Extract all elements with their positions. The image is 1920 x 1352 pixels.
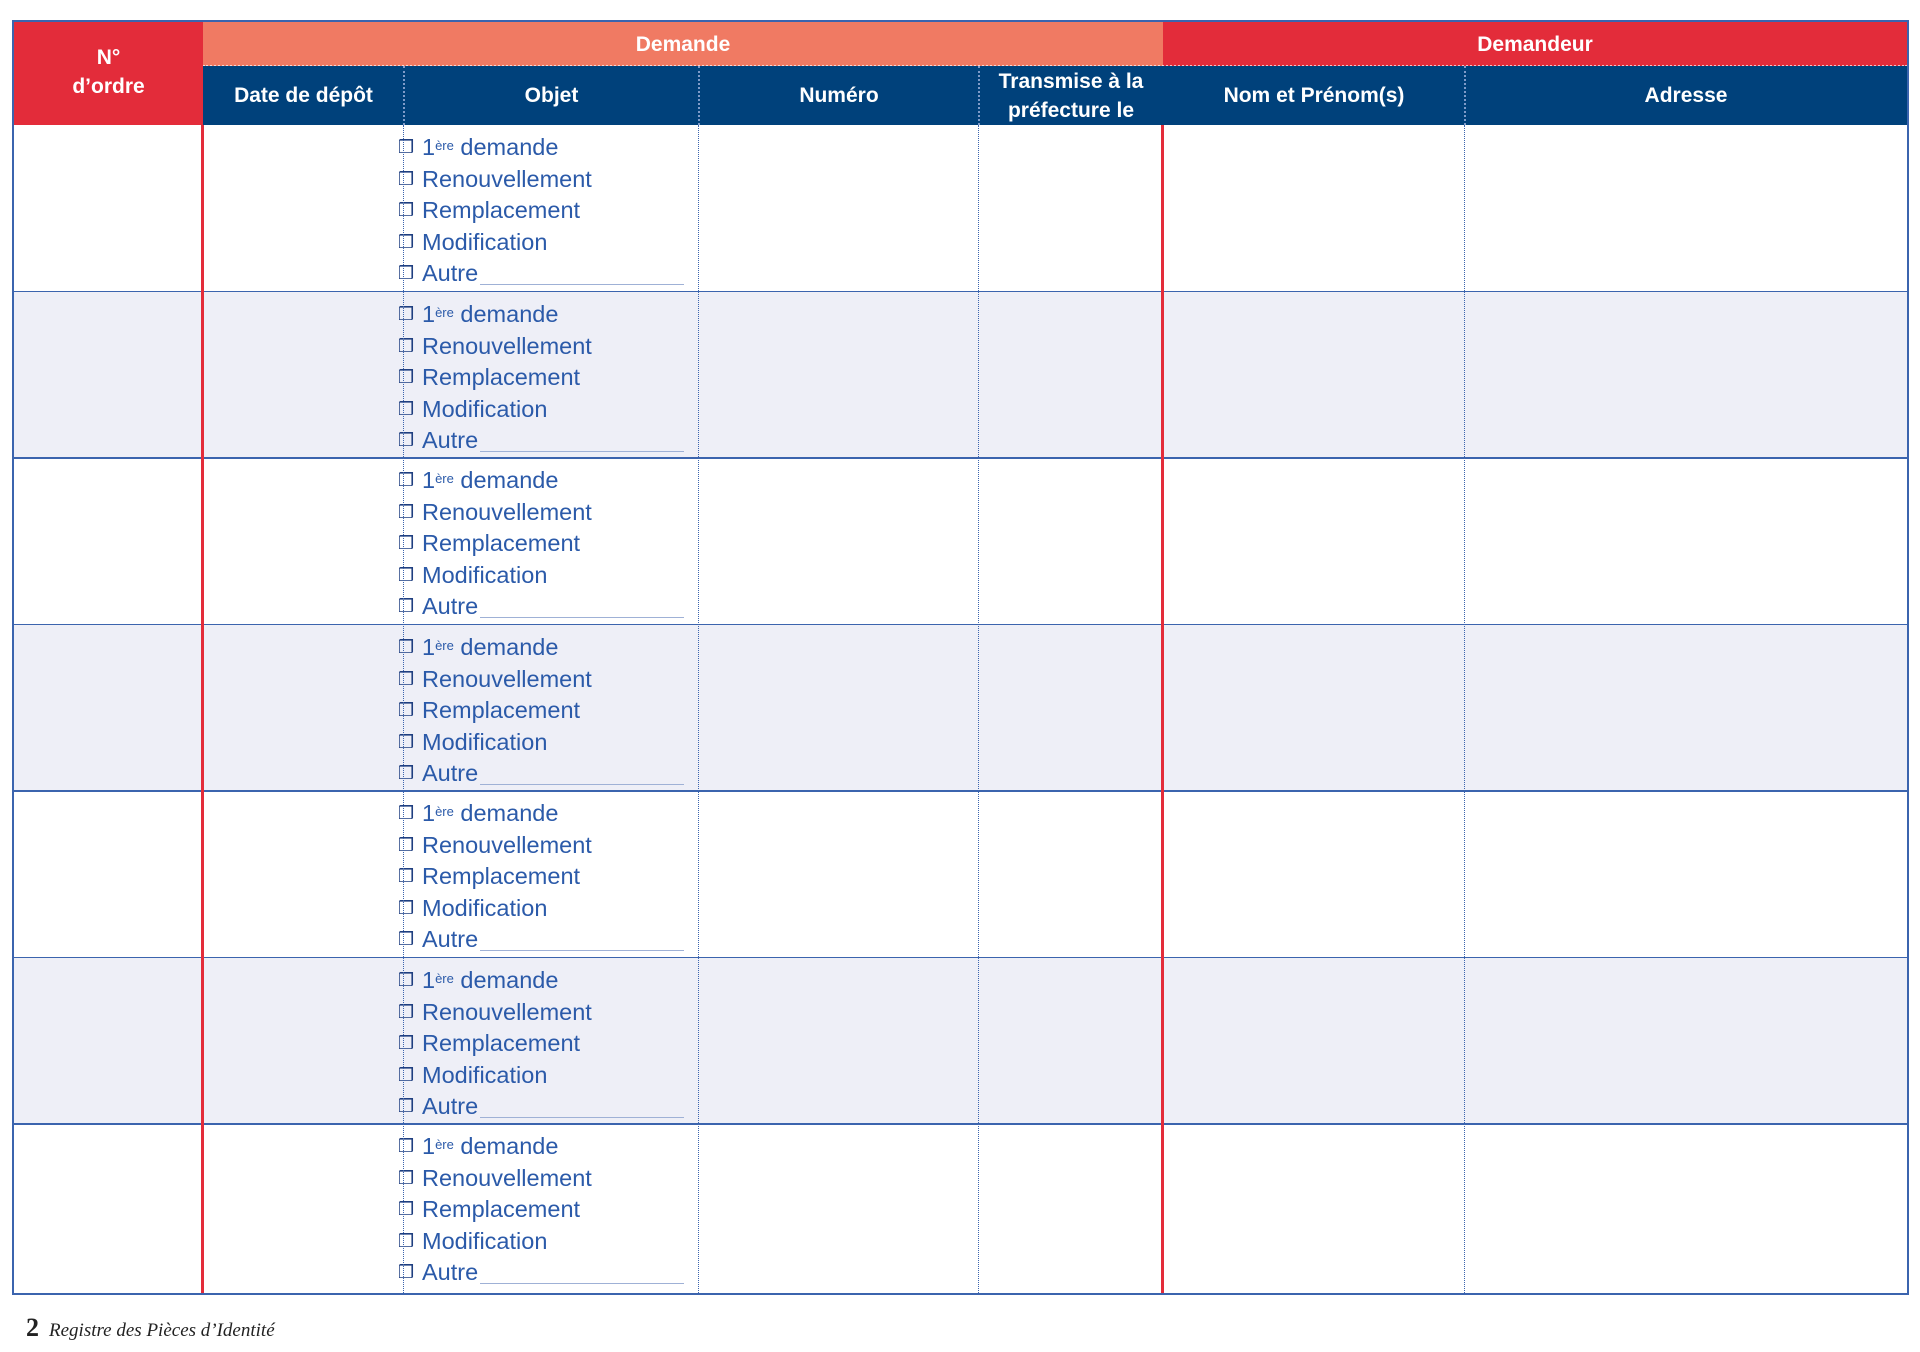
autre-write-in-line[interactable] [480,429,684,452]
column-separator [698,125,699,1293]
checkbox-icon[interactable]: ❒ [398,1167,415,1189]
option-premiere-demande[interactable]: ❒ 1 $^{ère}$ demande [398,798,688,830]
cell-ordre[interactable] [14,1124,203,1291]
header-separator [403,66,405,125]
option-renouvellement[interactable] [398,664,688,696]
checkbox-icon[interactable]: ❒ [398,367,415,388]
checkbox-icon[interactable]: ❒ [398,834,415,856]
option-label: Modification [422,1227,548,1254]
option-remplacement[interactable] [398,195,688,227]
option-label: Remplacement [422,1030,581,1056]
page-footer [26,1313,275,1343]
cell-transmise[interactable] [979,958,1163,1124]
cell-nom-prenoms[interactable] [1163,958,1465,1124]
option-modification[interactable] [398,727,688,759]
header-numero: Numéro [699,66,979,125]
option-label: Remplacement [422,697,581,723]
option-label: Autre [422,593,479,619]
cell-ordre[interactable] [14,458,203,625]
checkbox-icon[interactable]: ❒ [398,398,415,420]
cell-transmise[interactable] [979,125,1163,292]
cell-numero[interactable] [699,458,979,625]
checkbox-icon[interactable]: ❒ [398,168,415,190]
option-remplacement[interactable] [398,1028,688,1060]
header-adresse: Adresse [1465,66,1907,125]
checkbox-icon[interactable]: ❒ [398,335,415,357]
table-row [14,292,1907,458]
option-label: demande [453,1133,559,1159]
option-modification[interactable] [398,1060,688,1092]
option-autre[interactable] [398,258,688,290]
option-autre[interactable] [398,425,688,457]
option-label: Autre [422,260,479,286]
option-label: demande [453,800,559,826]
objet-options [398,965,688,1123]
checkbox-icon[interactable]: ❒ [398,304,415,325]
checkbox-icon[interactable]: ❒ [398,929,415,950]
cell-adresse[interactable] [1465,125,1907,292]
checkbox-icon[interactable]: ❒ [398,803,415,824]
header-demandeur: Demandeur [1163,22,1907,66]
header-separator [1464,66,1466,125]
option-premiere-demande[interactable]: ❒ 1 $^{ère}$ demande [398,632,688,664]
option-label: Remplacement [422,863,581,889]
option-label: 1 [422,800,436,826]
option-modification[interactable] [398,1226,688,1258]
option-label: 1 [422,634,436,660]
cell-numero[interactable] [699,1124,979,1291]
cell-nom-prenoms[interactable] [1163,125,1465,292]
cell-ordre[interactable] [14,958,203,1124]
option-modification[interactable] [398,227,688,259]
cell-ordre[interactable] [14,292,203,458]
option-premiere-demande[interactable]: ❒ 1 $^{ère}$ demande [398,965,688,997]
header-demande: Demande [203,22,1163,66]
cell-adresse[interactable] [1465,958,1907,1124]
table-row [14,458,1907,625]
autre-write-in-line[interactable] [480,762,684,785]
autre-write-in-line[interactable] [480,595,684,618]
section-separator [1161,125,1164,1293]
option-label: demande [453,967,559,993]
option-label: Remplacement [422,530,581,556]
option-autre[interactable] [398,924,688,956]
cell-nom-prenoms[interactable] [1163,791,1465,958]
table-row [14,791,1907,958]
option-label: 1 [422,967,436,993]
option-label: Renouvellement [422,332,592,359]
autre-write-in-line[interactable] [480,928,684,951]
option-autre[interactable] [398,1091,688,1123]
checkbox-icon[interactable]: ❒ [398,1064,415,1086]
cell-ordre[interactable] [14,625,203,791]
header-ordre: N° d’ordre [14,22,203,125]
checkbox-icon[interactable]: ❒ [398,430,415,451]
cell-date-depot[interactable] [203,1124,404,1291]
cell-adresse[interactable] [1465,791,1907,958]
option-label: Renouvellement [422,665,592,692]
checkbox-icon[interactable]: ❒ [398,263,415,284]
checkbox-icon[interactable]: ❒ [398,200,415,221]
checkbox-icon[interactable]: ❒ [398,866,415,887]
option-label: 1 [422,134,436,160]
option-label: demande [453,301,559,327]
option-label: Autre [422,926,479,952]
option-label: Modification [422,561,548,588]
cell-date-depot[interactable] [203,458,404,625]
checkbox-icon[interactable]: ❒ [398,1033,415,1054]
option-modification[interactable] [398,394,688,426]
option-premiere-demande[interactable]: ❒ 1 $^{ère}$ demande [398,299,688,331]
cell-ordre[interactable] [14,791,203,958]
checkbox-icon[interactable]: ❒ [398,533,415,554]
checkbox-icon[interactable]: ❒ [398,668,415,690]
cell-nom-prenoms[interactable] [1163,292,1465,458]
column-separator [1464,125,1465,1293]
option-label: demande [453,634,559,660]
option-autre[interactable] [398,758,688,790]
header-separator [978,66,980,125]
objet-options [398,132,688,290]
cell-date-depot[interactable] [203,292,404,458]
cell-date-depot[interactable] [203,958,404,1124]
option-label: Autre [422,1259,479,1285]
cell-nom-prenoms[interactable] [1163,625,1465,791]
cell-transmise[interactable] [979,458,1163,625]
checkbox-icon[interactable]: ❒ [398,1230,415,1252]
cell-transmise[interactable] [979,292,1163,458]
option-label: Modification [422,1061,548,1088]
option-premiere-demande[interactable]: ❒ 1 $^{ère}$ demande [398,1131,688,1163]
cell-adresse[interactable] [1465,458,1907,625]
option-autre[interactable] [398,591,688,623]
column-separator [978,125,979,1293]
option-modification[interactable] [398,560,688,592]
cell-transmise[interactable] [979,791,1163,958]
checkbox-icon[interactable]: ❒ [398,970,415,991]
checkbox-icon[interactable]: ❒ [398,470,415,491]
option-autre[interactable] [398,1257,688,1289]
option-label: Modification [422,228,548,255]
option-label: Remplacement [422,364,581,390]
option-label: demande [453,467,559,493]
option-label: 1 [422,467,436,493]
option-label: Autre [422,1093,479,1119]
header-objet: Objet [404,66,699,125]
checkbox-icon[interactable]: ❒ [398,596,415,617]
checkbox-icon[interactable]: ❒ [398,897,415,919]
header-nom-prenoms: Nom et Prénom(s) [1163,66,1465,125]
cell-date-depot[interactable] [203,625,404,791]
cell-numero[interactable] [699,292,979,458]
cell-ordre[interactable] [14,125,203,292]
option-premiere-demande[interactable]: ❒ 1 $^{ère}$ demande [398,465,688,497]
cell-date-depot[interactable] [203,125,404,292]
option-remplacement[interactable] [398,695,688,727]
option-remplacement[interactable] [398,1194,688,1226]
cell-adresse[interactable] [1465,292,1907,458]
cell-numero[interactable] [699,958,979,1124]
header-transmise: Transmise à la préfecture le [979,66,1163,125]
table-row [14,958,1907,1124]
document-title: Registre des Pièces d’Identité [49,1320,275,1341]
objet-options [398,1131,688,1289]
checkbox-icon[interactable]: ❒ [398,1199,415,1220]
page-number: 2 [26,1313,39,1342]
option-remplacement[interactable] [398,861,688,893]
cell-nom-prenoms[interactable] [1163,1124,1465,1291]
cell-adresse[interactable] [1465,1124,1907,1291]
header-date-depot: Date de dépôt [203,66,404,125]
option-label: Modification [422,728,548,755]
option-renouvellement[interactable] [398,1163,688,1195]
option-remplacement[interactable] [398,362,688,394]
cell-numero[interactable] [699,625,979,791]
option-label: Renouvellement [422,165,592,192]
section-separator [201,125,204,1293]
option-label: 1 [422,1133,436,1159]
option-remplacement[interactable] [398,528,688,560]
option-label: Modification [422,894,548,921]
checkbox-icon[interactable]: ❒ [398,763,415,784]
column-separator [403,125,404,1293]
cell-transmise[interactable] [979,625,1163,791]
option-label: Autre [422,427,479,453]
option-label: Renouvellement [422,831,592,858]
option-renouvellement[interactable] [398,164,688,196]
checkbox-icon[interactable]: ❒ [398,1136,415,1157]
cell-numero[interactable] [699,791,979,958]
objet-options [398,299,688,457]
table-row [14,125,1907,292]
checkbox-icon[interactable]: ❒ [398,731,415,753]
autre-write-in-line[interactable] [480,262,684,285]
cell-adresse[interactable] [1465,625,1907,791]
autre-write-in-line[interactable] [480,1261,684,1284]
option-renouvellement[interactable] [398,497,688,529]
option-label: 1 [422,301,436,327]
cell-nom-prenoms[interactable] [1163,458,1465,625]
checkbox-icon[interactable]: ❒ [398,700,415,721]
option-label: Renouvellement [422,1164,592,1191]
option-premiere-demande[interactable]: ❒ 1 $^{ère}$ demande [398,132,688,164]
objet-options [398,798,688,956]
autre-write-in-line[interactable] [480,1095,684,1118]
cell-date-depot[interactable] [203,791,404,958]
option-label: Modification [422,395,548,422]
header-separator [698,66,700,125]
option-modification[interactable] [398,893,688,925]
checkbox-icon[interactable]: ❒ [398,1262,415,1283]
option-label: Autre [422,760,479,786]
table-row [14,625,1907,791]
checkbox-icon[interactable]: ❒ [398,501,415,523]
checkbox-icon[interactable]: ❒ [398,137,415,158]
option-renouvellement[interactable] [398,830,688,862]
option-label: Remplacement [422,197,581,223]
checkbox-icon[interactable]: ❒ [398,1001,415,1023]
option-label: Remplacement [422,1196,581,1222]
checkbox-icon[interactable]: ❒ [398,637,415,658]
option-label: Renouvellement [422,998,592,1025]
cell-numero[interactable] [699,125,979,292]
objet-options [398,465,688,623]
option-label: Renouvellement [422,498,592,525]
option-renouvellement[interactable] [398,997,688,1029]
checkbox-icon[interactable]: ❒ [398,564,415,586]
option-renouvellement[interactable] [398,331,688,363]
option-label: demande [453,134,559,160]
checkbox-icon[interactable]: ❒ [398,231,415,253]
checkbox-icon[interactable]: ❒ [398,1096,415,1117]
cell-transmise[interactable] [979,1124,1163,1291]
table-row [14,1124,1907,1291]
objet-options [398,632,688,790]
register-table [12,20,1909,1295]
